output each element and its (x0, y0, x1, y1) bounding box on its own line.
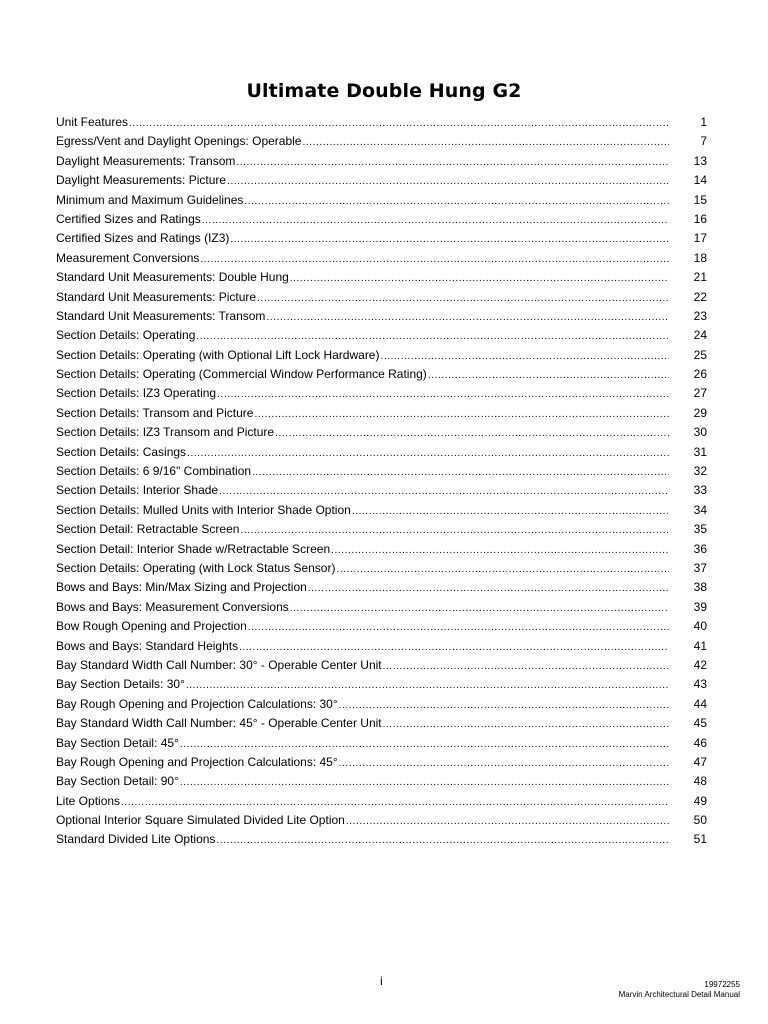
toc-dot-leader (383, 657, 669, 676)
toc-entry-title: Standard Divided Lite Options (56, 832, 216, 847)
toc-entry-title: Egress/Vent and Daylight Openings: Operable (56, 134, 302, 149)
toc-entry-page: 27 (693, 386, 707, 401)
toc-entry[interactable] (56, 346, 707, 365)
toc-entry[interactable] (56, 191, 707, 210)
toc-dot-leader (227, 172, 669, 191)
toc-entry[interactable] (56, 695, 707, 714)
toc-entry-page: 51 (693, 832, 707, 847)
toc-dot-leader (308, 579, 669, 598)
toc-entry-page: 39 (693, 599, 707, 614)
toc-dot-leader (187, 444, 669, 463)
toc-entry[interactable] (56, 578, 707, 597)
toc-dot-leader (219, 482, 669, 501)
toc-entry-title: Section Detail: Retractable Screen (56, 522, 240, 537)
toc-entry[interactable] (56, 714, 707, 733)
toc-entry[interactable] (56, 540, 707, 559)
toc-entry[interactable] (56, 365, 707, 384)
toc-entry-page: 24 (693, 328, 707, 343)
toc-dot-leader (196, 327, 669, 346)
toc-entry-page: 34 (693, 502, 707, 517)
toc-entry-page: 15 (693, 192, 707, 207)
toc-entry-title: Section Details: Transom and Picture (56, 405, 254, 420)
toc-entry-title: Bay Section Detail: 45° (56, 735, 179, 750)
toc-dot-leader (202, 211, 669, 230)
toc-entry-title: Bay Standard Width Call Number: 30° - Operable Center Unit (56, 657, 382, 672)
toc-entry-page: 50 (693, 813, 707, 828)
toc-entry[interactable] (56, 481, 707, 500)
toc-dot-leader (240, 521, 669, 540)
toc-entry[interactable] (56, 559, 707, 578)
table-of-contents (56, 113, 707, 850)
toc-entry-page: 1 (700, 115, 707, 129)
toc-dot-leader (383, 715, 669, 734)
toc-dot-leader (129, 114, 669, 133)
toc-entry-page: 13 (693, 153, 707, 168)
toc-entry[interactable] (56, 792, 707, 811)
toc-entry-title: Bay Rough Opening and Projection Calculations: 30° (56, 696, 338, 711)
toc-dot-leader (254, 405, 669, 424)
toc-dot-leader (244, 192, 669, 211)
toc-entry-page: 7 (700, 134, 707, 149)
toc-entry-title: Certified Sizes and Ratings (IZ3) (56, 231, 230, 246)
toc-dot-leader (186, 676, 669, 695)
toc-entry[interactable] (56, 268, 707, 287)
toc-entry-title: Bay Standard Width Call Number: 45° - Operable Center Unit (56, 716, 382, 731)
toc-entry-page: 23 (693, 308, 707, 323)
toc-entry-title: Bows and Bays: Min/Max Sizing and Projection (56, 580, 307, 595)
toc-entry-title: Standard Unit Measurements: Picture (56, 289, 257, 304)
toc-dot-leader (346, 812, 669, 831)
toc-entry-title: Section Details: Mulled Units with Interior Shade Option (56, 502, 351, 517)
toc-entry-title: Section Details: 6 9/16" Combination (56, 464, 252, 479)
toc-dot-leader (290, 599, 669, 618)
toc-entry-title: Bay Rough Opening and Projection Calculations: 45° (56, 754, 338, 769)
toc-dot-leader (275, 424, 669, 443)
toc-entry[interactable] (56, 772, 707, 791)
footer-doc-info (619, 980, 740, 1000)
toc-dot-leader (248, 618, 669, 637)
toc-entry-title: Optional Interior Square Simulated Divided Lite Option (56, 813, 345, 828)
toc-entry-page: 36 (693, 541, 707, 556)
toc-dot-leader (428, 366, 669, 385)
toc-entry-title: Section Details: IZ3 Operating (56, 386, 217, 401)
toc-entry-page: 48 (693, 774, 707, 789)
toc-entry-title: Daylight Measurements: Transom (56, 153, 236, 168)
toc-entry[interactable] (56, 520, 707, 539)
toc-entry[interactable] (56, 656, 707, 675)
toc-entry[interactable] (56, 384, 707, 403)
toc-entry-title: Measurement Conversions (56, 250, 200, 265)
toc-entry[interactable] (56, 637, 707, 656)
toc-entry-page: 33 (693, 483, 707, 498)
toc-dot-leader (339, 754, 669, 773)
toc-entry[interactable] (56, 307, 707, 326)
toc-entry[interactable] (56, 598, 707, 617)
toc-entry-title: Section Details: IZ3 Transom and Picture (56, 425, 275, 440)
toc-dot-leader (236, 153, 669, 172)
toc-entry[interactable] (56, 210, 707, 229)
toc-dot-leader (290, 269, 669, 288)
toc-entry[interactable] (56, 404, 707, 423)
toc-entry[interactable] (56, 443, 707, 462)
toc-entry-title: Certified Sizes and Ratings (56, 211, 201, 226)
footer-page-number: i (380, 974, 383, 988)
toc-dot-leader (380, 347, 669, 366)
toc-entry-page: 17 (693, 231, 707, 246)
toc-dot-leader (352, 502, 669, 521)
toc-entry[interactable] (56, 830, 707, 849)
toc-dot-leader (266, 308, 669, 327)
toc-entry-title: Minimum and Maximum Guidelines (56, 192, 244, 207)
toc-entry-title: Bows and Bays: Measurement Conversions (56, 599, 289, 614)
toc-entry-title: Section Details: Operating (56, 328, 196, 343)
toc-entry-title: Standard Unit Measurements: Transom (56, 308, 266, 323)
toc-entry-page: 31 (693, 444, 707, 459)
toc-entry-title: Bows and Bays: Standard Heights (56, 638, 239, 653)
toc-entry[interactable] (56, 501, 707, 520)
toc-entry-page: 43 (693, 677, 707, 692)
toc-entry-title: Standard Unit Measurements: Double Hung (56, 270, 289, 285)
toc-entry[interactable] (56, 423, 707, 442)
doc-number: 19972255 (704, 980, 740, 989)
toc-dot-leader (216, 831, 669, 850)
toc-dot-leader (200, 250, 669, 269)
page-title: Ultimate Double Hung G2 (246, 79, 522, 102)
toc-dot-leader (336, 560, 669, 579)
toc-entry-page: 44 (693, 696, 707, 711)
toc-entry-title: Lite Options (56, 793, 121, 808)
toc-dot-leader (257, 289, 669, 308)
toc-dot-leader (121, 793, 669, 812)
toc-entry-page: 14 (693, 173, 707, 188)
toc-entry-title: Section Detail: Interior Shade w/Retractable Screen (56, 541, 331, 556)
toc-entry[interactable] (56, 675, 707, 694)
toc-dot-leader (230, 230, 669, 249)
toc-entry-page: 41 (693, 638, 707, 653)
toc-entry-title: Section Details: Casings (56, 444, 187, 459)
toc-entry-page: 45 (693, 716, 707, 731)
toc-entry-title: Section Details: Operating (Commercial Window Performance Rating) (56, 367, 427, 382)
toc-entry-page: 26 (693, 367, 707, 382)
toc-dot-leader (217, 385, 669, 404)
toc-entry-title: Unit Features (56, 115, 129, 129)
toc-entry[interactable] (56, 617, 707, 636)
toc-entry-page: 30 (693, 425, 707, 440)
toc-dot-leader (331, 541, 669, 560)
toc-entry-title: Section Details: Operating (with Optional Lift Lock Hardware) (56, 347, 380, 362)
toc-entry[interactable] (56, 171, 707, 190)
toc-entry[interactable] (56, 462, 707, 481)
toc-entry-page: 46 (693, 735, 707, 750)
toc-entry[interactable] (56, 753, 707, 772)
toc-entry[interactable] (56, 229, 707, 248)
toc-entry-page: 18 (693, 250, 707, 265)
toc-entry[interactable] (56, 249, 707, 268)
toc-entry-page: 49 (693, 793, 707, 808)
toc-entry-page: 42 (693, 657, 707, 672)
toc-entry[interactable] (56, 152, 707, 171)
toc-entry[interactable] (56, 811, 707, 830)
toc-entry[interactable] (56, 132, 707, 151)
toc-entry[interactable] (56, 288, 707, 307)
toc-entry[interactable] (56, 113, 707, 132)
toc-entry-page: 38 (693, 580, 707, 595)
toc-entry-page: 35 (693, 522, 707, 537)
toc-entry-page: 16 (693, 211, 707, 226)
toc-entry-title: Section Details: Interior Shade (56, 483, 219, 498)
toc-entry[interactable] (56, 734, 707, 753)
toc-entry-page: 21 (693, 270, 707, 285)
toc-dot-leader (239, 638, 669, 657)
doc-name: Marvin Architectural Detail Manual (618, 990, 740, 999)
toc-dot-leader (339, 696, 669, 715)
toc-entry-page: 40 (693, 619, 707, 634)
toc-entry-page: 37 (693, 560, 707, 575)
toc-dot-leader (302, 133, 669, 152)
toc-entry-page: 25 (693, 347, 707, 362)
toc-entry-page: 32 (693, 464, 707, 479)
toc-entry-title: Daylight Measurements: Picture (56, 173, 227, 188)
toc-entry-title: Section Details: Operating (with Lock Status Sensor) (56, 560, 336, 575)
toc-entry-page: 47 (693, 754, 707, 769)
toc-dot-leader (252, 463, 669, 482)
toc-entry-title: Bay Section Detail: 90° (56, 774, 179, 789)
toc-dot-leader (180, 773, 669, 792)
toc-dot-leader (180, 735, 669, 754)
toc-entry-title: Bow Rough Opening and Projection (56, 619, 247, 634)
toc-entry-page: 29 (693, 405, 707, 420)
toc-entry-title: Bay Section Details: 30° (56, 677, 185, 692)
toc-entry[interactable] (56, 326, 707, 345)
toc-entry-page: 22 (693, 289, 707, 304)
